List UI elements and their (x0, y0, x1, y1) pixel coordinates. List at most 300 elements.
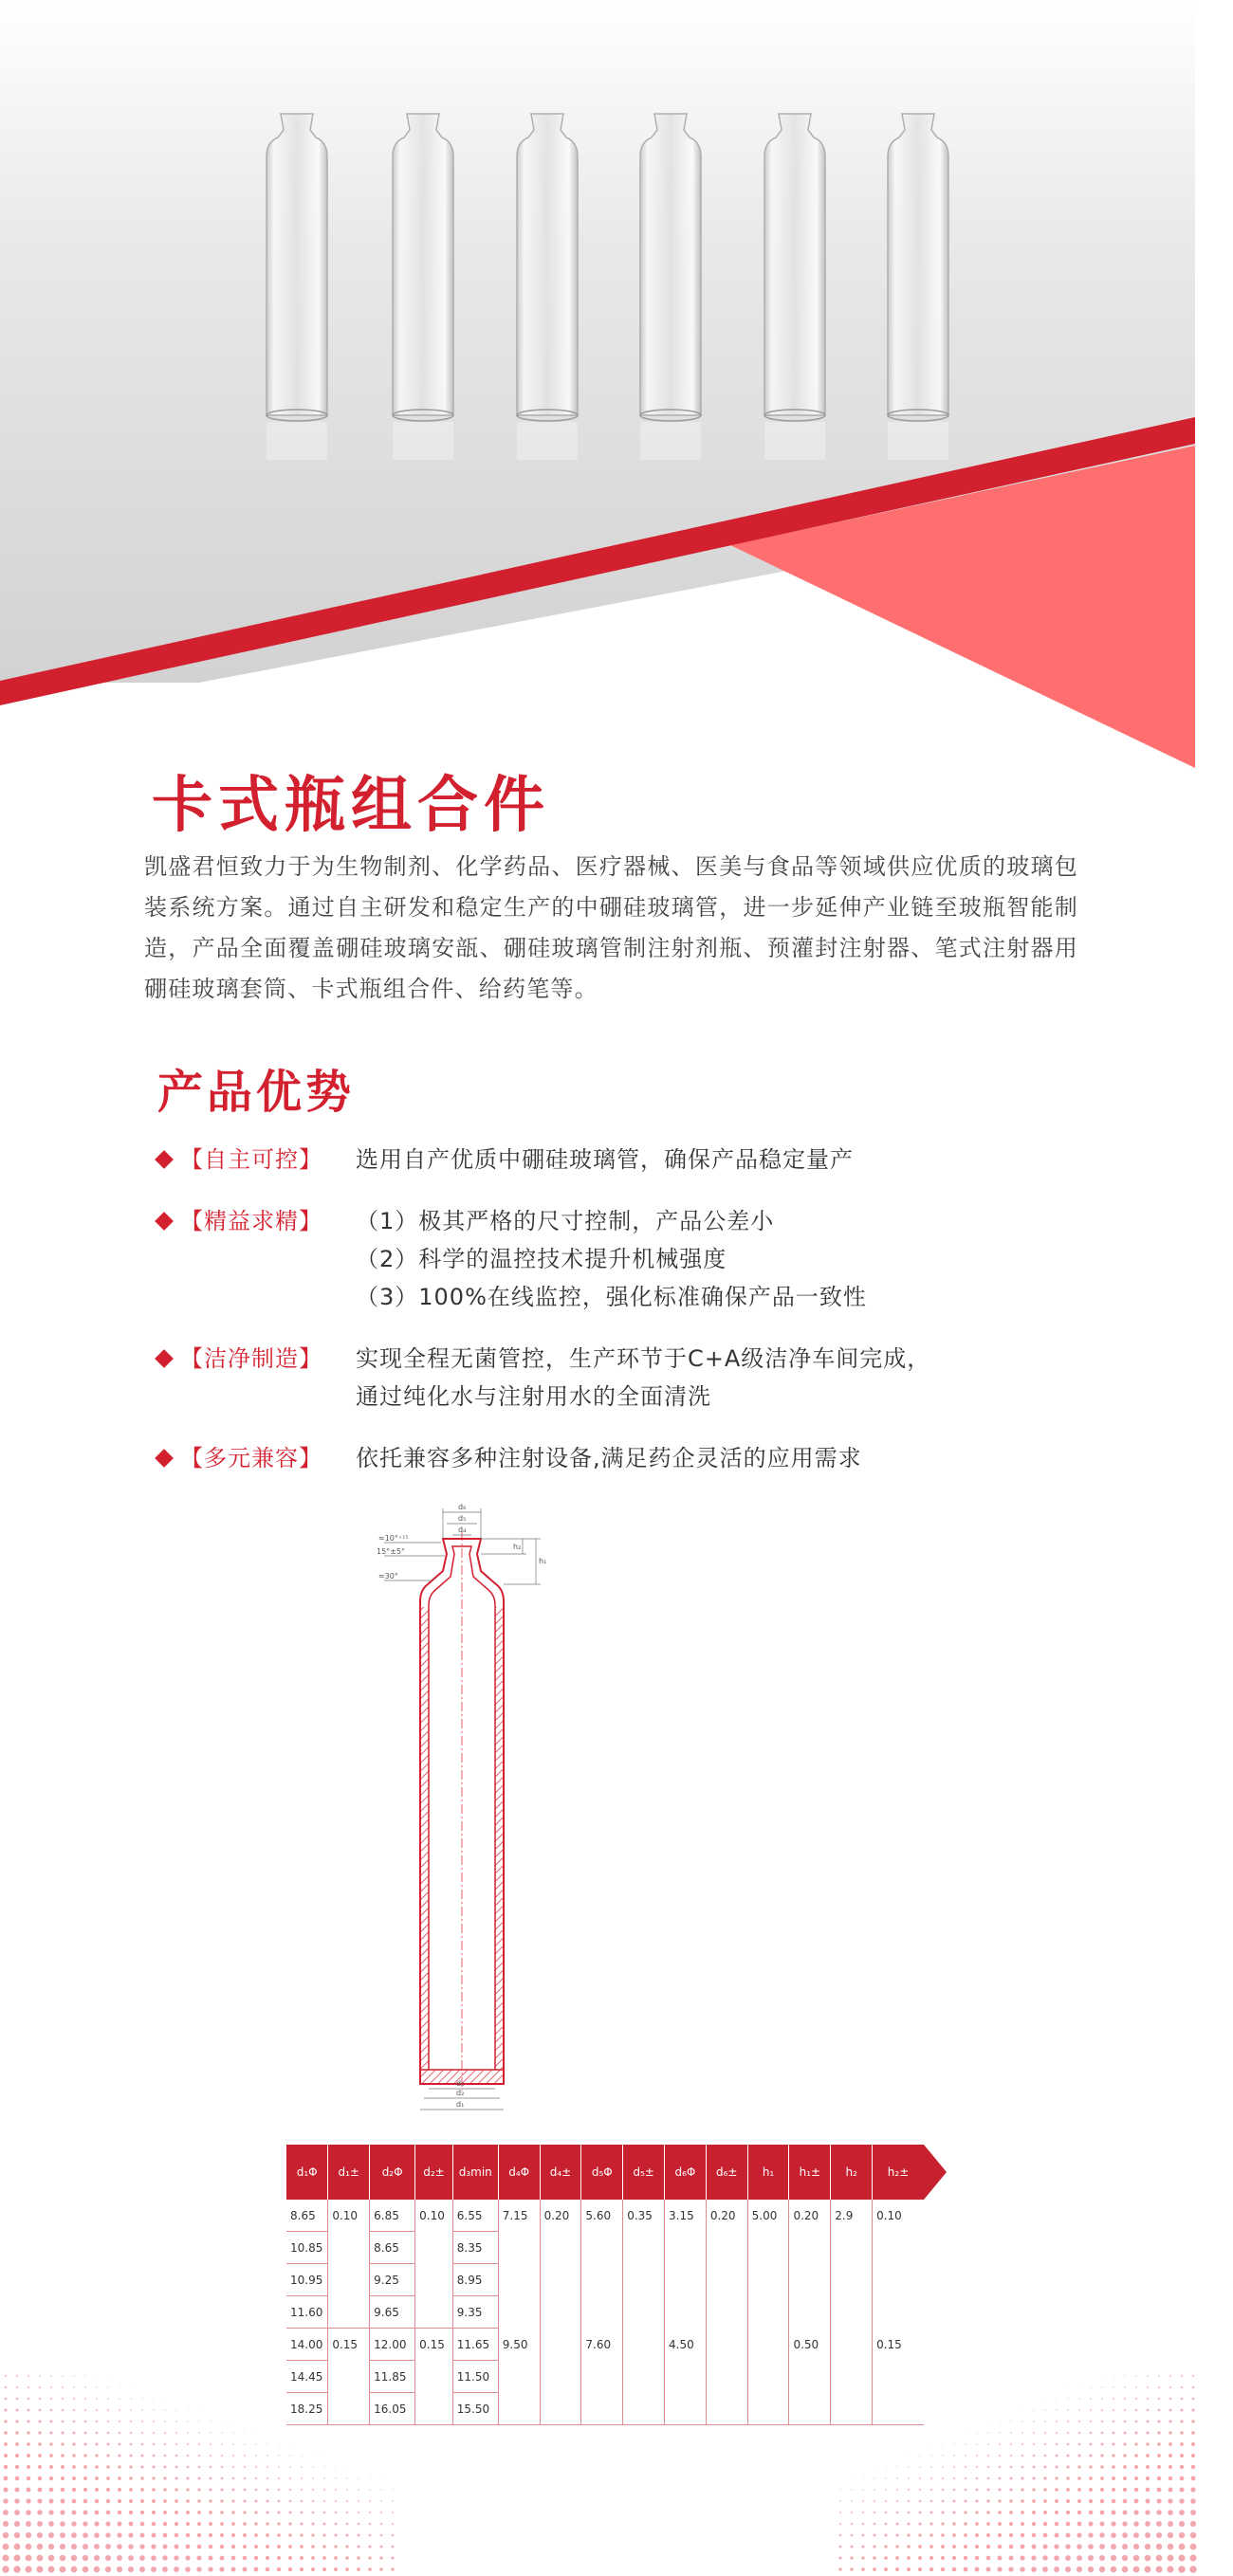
halftone-dot (1112, 2511, 1116, 2515)
halftone-dot (953, 2500, 956, 2503)
halftone-dot (1178, 2566, 1185, 2572)
halftone-dot (357, 2545, 359, 2548)
halftone-dot (1112, 2499, 1116, 2504)
halftone-dot (964, 2533, 967, 2537)
spec-cell (706, 2296, 747, 2329)
halftone-dot (381, 2478, 382, 2479)
halftone-dot (84, 2398, 86, 2400)
spec-row (286, 2200, 924, 2232)
halftone-dot (119, 2421, 120, 2422)
halftone-dot (28, 2409, 30, 2412)
halftone-dot (1180, 2465, 1184, 2469)
halftone-dot (233, 2421, 234, 2422)
halftone-dot (163, 2522, 167, 2526)
halftone-dot (943, 2444, 944, 2445)
spec-header-cell: d₁Φ (286, 2145, 328, 2200)
halftone-dot (919, 2500, 921, 2502)
halftone-dot (930, 2477, 932, 2479)
halftone-dot (323, 2489, 325, 2491)
halftone-dot (929, 2545, 933, 2549)
halftone-dot (254, 2567, 259, 2572)
halftone-dot (1078, 2409, 1080, 2411)
halftone-dot (277, 2545, 281, 2549)
halftone-dot (198, 2477, 201, 2480)
halftone-dot (839, 2489, 840, 2490)
halftone-dot (230, 2567, 235, 2571)
halftone-dot (896, 2477, 897, 2478)
spec-cell (831, 2329, 873, 2361)
halftone-dot (1135, 2386, 1137, 2388)
halftone-dot (1021, 2499, 1024, 2503)
halftone-dot (1147, 2409, 1149, 2411)
halftone-dot (84, 2432, 87, 2435)
halftone-dot (895, 2556, 899, 2560)
halftone-dot (107, 2386, 108, 2387)
spec-header-cell: h₁± (789, 2145, 831, 2200)
halftone-dot (163, 2511, 167, 2514)
halftone-dot (300, 2545, 304, 2549)
halftone-dot (267, 2489, 268, 2491)
halftone-dot (1032, 2545, 1037, 2549)
halftone-dot (96, 2432, 99, 2435)
halftone-dot (1021, 2455, 1023, 2457)
halftone-dot (918, 2545, 922, 2549)
halftone-dot (1100, 2511, 1105, 2515)
halftone-dot (254, 2522, 257, 2525)
halftone-dot (197, 2545, 202, 2549)
halftone-dot (83, 2532, 88, 2538)
halftone-dot (1134, 2488, 1139, 2493)
spec-cell (581, 2232, 623, 2264)
halftone-dot (1043, 2511, 1047, 2514)
halftone-dot (244, 2432, 245, 2433)
halftone-dot (1066, 2522, 1071, 2527)
halftone-dot (243, 2511, 246, 2513)
spec-header-cell: h₂ (831, 2145, 873, 2200)
halftone-dot (1147, 2386, 1149, 2388)
halftone-dot (198, 2466, 200, 2468)
halftone-dot (312, 2489, 314, 2491)
halftone-dot (232, 2466, 234, 2468)
halftone-dot (930, 2500, 932, 2502)
spec-header-row (286, 2145, 924, 2200)
halftone-dot (26, 2544, 32, 2550)
halftone-dot (300, 2567, 304, 2571)
halftone-dot (106, 2454, 109, 2457)
halftone-dot (3, 2544, 9, 2550)
spec-cell (665, 2232, 707, 2264)
halftone-dot (210, 2432, 211, 2433)
halftone-dot (999, 2455, 1001, 2457)
halftone-dot (1167, 2566, 1173, 2572)
halftone-dot (1133, 2544, 1139, 2549)
halftone-dot (1112, 2476, 1115, 2480)
spec-cell: 0.15 (415, 2329, 453, 2361)
halftone-dot (1113, 2432, 1115, 2435)
halftone-dot (952, 2522, 955, 2525)
halftone-dot (37, 2555, 44, 2562)
halftone-dot (73, 2398, 75, 2400)
spec-cell (581, 2393, 623, 2425)
halftone-dot (28, 2375, 29, 2377)
halftone-dot (1191, 2454, 1195, 2457)
spec-cell (540, 2232, 581, 2264)
halftone-dot (60, 2544, 65, 2549)
halftone-dot (964, 2511, 966, 2513)
halftone-dot (1134, 2499, 1139, 2504)
halftone-dot (358, 2523, 359, 2525)
halftone-dot (37, 2521, 43, 2527)
halftone-dot (140, 2522, 145, 2527)
halftone-dot (1077, 2532, 1081, 2537)
spec-cell: 14.00 (286, 2329, 328, 2361)
halftone-dot (37, 2498, 42, 2503)
halftone-dot (1113, 2409, 1114, 2411)
halftone-dot (278, 2500, 281, 2503)
spec-cell: 6.85 (370, 2200, 415, 2232)
halftone-dot (953, 2489, 955, 2491)
halftone-dot (964, 2545, 967, 2549)
advantage-text: 实现全程无菌管控，生产环节于C+A级洁净车间完成， (356, 1345, 931, 1372)
halftone-dot (15, 2465, 19, 2469)
halftone-dot (918, 2533, 921, 2536)
halftone-dot (277, 2522, 280, 2525)
halftone-dot (151, 2544, 156, 2549)
halftone-dot (62, 2409, 64, 2411)
halftone-dot (896, 2489, 898, 2491)
halftone-dot (1145, 2532, 1150, 2538)
spec-header-cell: d₂Φ (370, 2145, 415, 2200)
halftone-dot (1067, 2398, 1068, 2399)
halftone-dot (1056, 2455, 1058, 2457)
halftone-dot (953, 2455, 954, 2456)
halftone-dot (95, 2476, 99, 2480)
halftone-dot (38, 2454, 42, 2457)
halftone-dot (1043, 2533, 1048, 2538)
halftone-dot (1189, 2566, 1196, 2572)
halftone-dot (874, 2500, 875, 2502)
halftone-dot (49, 2499, 54, 2504)
halftone-dot (1101, 2386, 1102, 2387)
halftone-dot (107, 2409, 109, 2411)
halftone-dot (909, 2456, 910, 2457)
halftone-dot (152, 2533, 156, 2538)
halftone-dot (1157, 2442, 1160, 2445)
halftone-dot (187, 2477, 190, 2480)
halftone-dot (380, 2489, 381, 2490)
glass-vial (888, 114, 948, 460)
halftone-dot (1021, 2522, 1024, 2526)
advantage-text: 依托兼容多种注射设备,满足药企灵活的应用需求 (356, 1445, 862, 1471)
halftone-dot (1181, 2386, 1183, 2388)
halftone-dot (965, 2455, 966, 2457)
halftone-dot (1169, 2431, 1171, 2434)
halftone-dot (73, 2375, 74, 2376)
halftone-dot (1157, 2454, 1161, 2457)
halftone-dot (1191, 2431, 1195, 2435)
spec-cell (328, 2264, 370, 2296)
halftone-dot (83, 2465, 87, 2469)
halftone-dot (1134, 2454, 1138, 2457)
halftone-dot (987, 2489, 990, 2492)
halftone-dot (254, 2533, 258, 2537)
halftone-dot (942, 2489, 944, 2491)
halftone-dot (1191, 2465, 1196, 2470)
halftone-dot (14, 2532, 20, 2538)
halftone-dot (311, 2545, 315, 2549)
spec-cell (873, 2232, 924, 2264)
spec-cell (831, 2296, 873, 2329)
halftone-dot (232, 2432, 233, 2433)
halftone-dot (1067, 2455, 1070, 2457)
halftone-dot (244, 2500, 247, 2503)
halftone-dot (1088, 2544, 1094, 2549)
halftone-dot (1190, 2498, 1196, 2504)
dim-label-d4: d₄ (458, 1526, 467, 1534)
halftone-dot (254, 2556, 258, 2560)
halftone-dot (1111, 2567, 1117, 2573)
halftone-dot (130, 2432, 132, 2434)
halftone-dot (838, 2567, 841, 2570)
halftone-dot (266, 2511, 268, 2513)
halftone-dot (975, 2556, 980, 2561)
halftone-dot (72, 2476, 76, 2480)
halftone-dot (1122, 2567, 1129, 2573)
halftone-dot (1122, 2521, 1127, 2526)
halftone-dot (254, 2545, 258, 2549)
halftone-dot (930, 2489, 932, 2491)
diamond-bullet-icon (155, 1212, 174, 1231)
halftone-dot (1146, 2431, 1149, 2434)
halftone-dot (952, 2533, 956, 2537)
halftone-dot (1169, 2488, 1173, 2493)
halftone-dot (152, 2488, 156, 2492)
halftone-dot (130, 2455, 133, 2457)
halftone-dot (346, 2477, 347, 2478)
spec-cell (540, 2264, 581, 2296)
halftone-dot (392, 2489, 393, 2490)
halftone-dot (175, 2522, 178, 2526)
halftone-dot (1111, 2555, 1116, 2561)
halftone-dot (72, 2442, 75, 2445)
halftone-dot (392, 2523, 394, 2525)
halftone-dot (908, 2466, 909, 2467)
halftone-dot (3, 2521, 9, 2527)
halftone-dot (1033, 2455, 1035, 2457)
halftone-dot (38, 2442, 41, 2445)
halftone-dot (277, 2567, 282, 2572)
spec-cell (623, 2232, 665, 2264)
halftone-dot (220, 2533, 224, 2537)
hero-banner (0, 0, 1195, 721)
halftone-dot (368, 2567, 372, 2571)
halftone-dot (83, 2511, 88, 2515)
halftone-dot (26, 2555, 32, 2562)
halftone-dot (38, 2476, 42, 2480)
spec-cell (831, 2232, 873, 2264)
dim-label-angle1: ≈10°⁺¹⁵ (378, 1534, 409, 1543)
halftone-dot (1133, 2555, 1139, 2561)
halftone-dot (323, 2500, 325, 2502)
halftone-dot (152, 2499, 156, 2503)
halftone-dot (1067, 2409, 1068, 2410)
halftone-dot (244, 2455, 246, 2457)
halftone-dot (1112, 2488, 1115, 2492)
halftone-dot (1111, 2521, 1115, 2526)
halftone-dot (874, 2523, 875, 2525)
halftone-dot (1169, 2421, 1172, 2423)
spec-cell (747, 2361, 789, 2393)
halftone-dot (38, 2488, 43, 2493)
spec-cell: 9.50 (498, 2329, 540, 2361)
halftone-dot (60, 2510, 64, 2514)
halftone-dot (942, 2455, 943, 2456)
halftone-dot (1168, 2555, 1174, 2562)
halftone-dot (14, 2555, 21, 2562)
halftone-dot (896, 2466, 897, 2467)
halftone-dot (243, 2533, 247, 2537)
halftone-dot (175, 2432, 177, 2434)
halftone-dot (37, 2532, 43, 2538)
halftone-dot (300, 2556, 304, 2560)
halftone-dot (335, 2534, 338, 2537)
halftone-dot (210, 2455, 212, 2457)
halftone-dot (50, 2386, 52, 2388)
spec-cell (831, 2264, 873, 2296)
halftone-dot (839, 2534, 841, 2536)
halftone-dot (96, 2421, 98, 2422)
diamond-bullet-icon (155, 1349, 174, 1368)
halftone-dot (1181, 2409, 1184, 2412)
halftone-dot (71, 2567, 78, 2573)
halftone-dot (83, 2521, 87, 2526)
spec-cell (415, 2264, 453, 2296)
halftone-dot (139, 2567, 145, 2572)
halftone-dot (153, 2421, 155, 2422)
halftone-dot (1169, 2442, 1172, 2446)
halftone-dot (1020, 2555, 1024, 2560)
halftone-dot (850, 2556, 853, 2559)
halftone-dot (105, 2532, 110, 2537)
halftone-dot (278, 2512, 281, 2514)
halftone-dot (48, 2521, 54, 2527)
halftone-dot (72, 2488, 76, 2492)
halftone-dot (1179, 2544, 1186, 2550)
halftone-dot (1090, 2409, 1092, 2411)
halftone-dot (15, 2442, 19, 2446)
halftone-dot (941, 2567, 946, 2572)
halftone-dot (14, 2487, 19, 2492)
halftone-dot (175, 2409, 176, 2410)
halftone-dot (1055, 2533, 1059, 2538)
halftone-dot (1180, 2431, 1183, 2434)
halftone-dot (1135, 2421, 1138, 2423)
halftone-dot (130, 2443, 133, 2446)
halftone-dot (1089, 2465, 1092, 2468)
halftone-dot (289, 2466, 291, 2468)
halftone-dot (255, 2443, 256, 2444)
halftone-dot (1032, 2522, 1036, 2526)
advantage-text: （3）100%在线监控，强化标准确保产品一致性 (356, 1284, 867, 1310)
halftone-dot (1042, 2555, 1047, 2560)
halftone-dot (1056, 2432, 1058, 2434)
halftone-dot (83, 2499, 88, 2504)
halftone-dot (39, 2375, 41, 2377)
halftone-dot (231, 2511, 234, 2513)
halftone-dot (4, 2431, 8, 2435)
halftone-dot (1145, 2544, 1150, 2549)
halftone-dot (5, 2386, 7, 2388)
halftone-dot (39, 2409, 42, 2412)
halftone-dot (243, 2556, 248, 2561)
cartridge-technical-drawing (375, 1503, 574, 2109)
halftone-dot (243, 2545, 247, 2549)
halftone-dot (874, 2534, 876, 2537)
halftone-dot (1168, 2510, 1173, 2515)
halftone-dot (908, 2477, 910, 2479)
halftone-dot (975, 2511, 978, 2513)
halftone-dot (129, 2465, 132, 2468)
halftone-dot (187, 2455, 189, 2457)
halftone-dot (95, 2454, 98, 2457)
halftone-dot (1147, 2421, 1150, 2423)
halftone-dot (15, 2420, 18, 2422)
halftone-dot (198, 2432, 199, 2433)
advantage-label: 【多元兼容】 (180, 1445, 322, 1471)
halftone-dot (965, 2443, 966, 2444)
halftone-dot (1100, 2454, 1103, 2457)
spec-cell: 0.15 (328, 2329, 370, 2361)
halftone-dot (965, 2477, 966, 2479)
halftone-dot (61, 2488, 65, 2493)
advantage-lines (356, 1141, 854, 1178)
halftone-dot (1179, 2532, 1185, 2538)
halftone-dot (243, 2522, 247, 2526)
halftone-dot (14, 2510, 20, 2515)
halftone-dot (1192, 2375, 1194, 2377)
halftone-dot (107, 2432, 109, 2434)
halftone-dot (1180, 2442, 1184, 2446)
glass-vial (393, 114, 453, 460)
halftone-dot (1099, 2521, 1104, 2526)
halftone-dot (175, 2533, 179, 2538)
halftone-dot (907, 2556, 911, 2560)
halftone-dot (15, 2454, 19, 2457)
halftone-dot (930, 2466, 931, 2467)
spec-header-cell: d₅Φ (581, 2145, 623, 2200)
halftone-dot (38, 2465, 42, 2469)
halftone-dot (1055, 2522, 1059, 2527)
halftone-dot (391, 2556, 394, 2559)
halftone-dot (1090, 2398, 1091, 2399)
halftone-dot (220, 2522, 224, 2526)
halftone-dot (140, 2488, 144, 2492)
halftone-dot (1122, 2510, 1127, 2514)
halftone-dot (851, 2546, 854, 2549)
halftone-dot (16, 2409, 19, 2412)
spec-cell (747, 2393, 789, 2425)
halftone-dot (4, 2465, 9, 2470)
halftone-dot (118, 2488, 121, 2492)
halftone-dot (1033, 2466, 1036, 2469)
halftone-dot (97, 2376, 98, 2377)
halftone-dot (1077, 2544, 1081, 2549)
spec-cell: 4.50 (665, 2329, 707, 2361)
halftone-dot (83, 2567, 89, 2573)
halftone-dot (36, 2566, 43, 2572)
halftone-dot (1089, 2476, 1093, 2480)
halftone-dot (1067, 2432, 1069, 2434)
